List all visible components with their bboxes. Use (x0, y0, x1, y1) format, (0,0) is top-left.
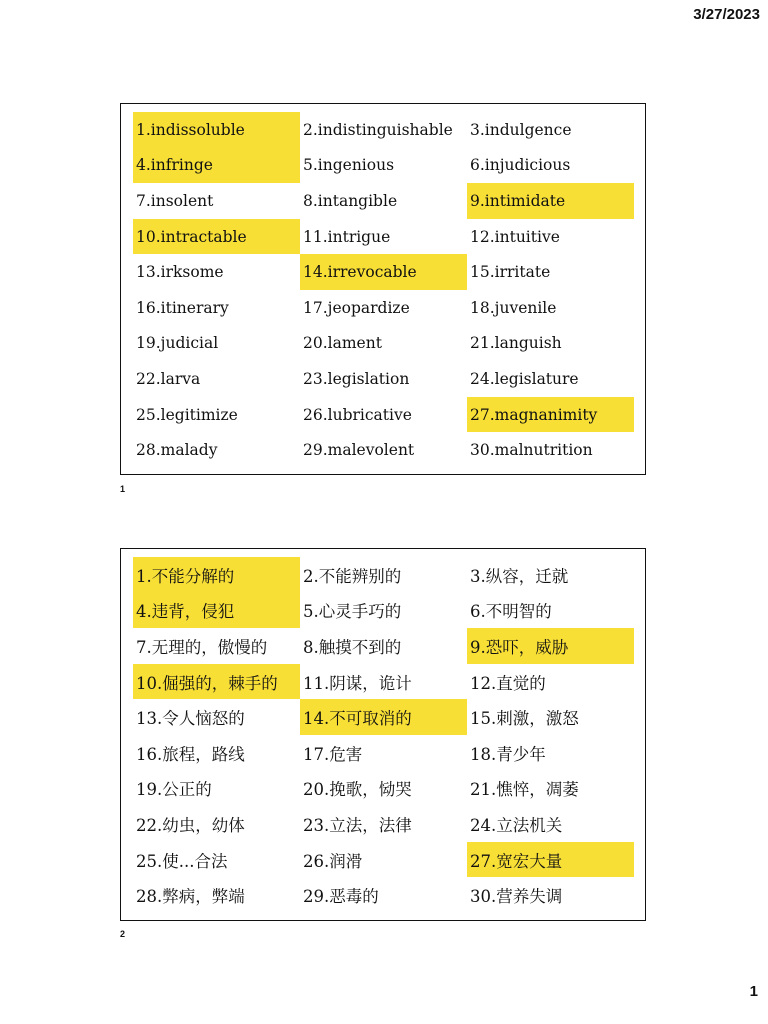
vocab-cell: 23.立法，法律 (303, 815, 412, 835)
vocab-cell: 21.憔悴，凋萎 (470, 780, 579, 800)
vocab-cell-highlighted: 27.magnanimity (467, 397, 634, 433)
vocab-cell: 23.legislation (303, 369, 410, 388)
vocab-cell: 19.公正的 (136, 780, 212, 800)
vocab-cell: 20.挽歌，恸哭 (303, 780, 412, 800)
vocab-cell-highlighted: 10.intractable (133, 219, 300, 255)
vocab-cell: 12.直觉的 (470, 673, 546, 693)
vocab-cell-highlighted: 9.恐吓，威胁 (467, 628, 634, 664)
vocab-cell: 21.languish (470, 334, 562, 353)
vocab-cell: 15.刺激，激怒 (470, 709, 579, 729)
slide-number: 2 (120, 929, 126, 939)
vocab-cell: 6.injudicious (470, 156, 571, 175)
vocab-cell: 22.larva (136, 369, 201, 388)
vocab-cell: 12.intuitive (470, 227, 560, 246)
vocab-cell: 24.legislature (470, 369, 579, 388)
vocab-cell: 22.幼虫，幼体 (136, 815, 245, 835)
vocab-cell-highlighted: 14.irrevocable (300, 254, 467, 290)
vocab-cell: 13.令人恼怒的 (136, 709, 245, 729)
vocab-cell: 2.不能辨别的 (303, 566, 402, 586)
vocab-cell: 29.malevolent (303, 441, 415, 460)
vocab-cell-highlighted: 1.indissoluble (133, 112, 300, 148)
vocab-cell: 18.青少年 (470, 744, 546, 764)
vocab-cell: 13.irksome (136, 263, 224, 282)
page-number: 1 (749, 983, 758, 1000)
vocab-cell: 17.jeopardize (303, 298, 410, 317)
vocab-cell: 16.旅程，路线 (136, 744, 245, 764)
vocab-cell-highlighted: 4.infringe (133, 148, 300, 184)
vocab-cell: 5.ingenious (303, 156, 395, 175)
vocab-cell: 8.触摸不到的 (303, 637, 402, 657)
vocab-cell: 6.不明智的 (470, 602, 552, 622)
vocab-cell-highlighted: 10.倔强的，棘手的 (133, 664, 300, 700)
vocab-cell: 25.legitimize (136, 405, 238, 424)
vocab-cell: 25.使...合法 (136, 851, 228, 871)
vocab-cell: 5.心灵手巧的 (303, 602, 402, 622)
vocab-cell: 3.纵容，迁就 (470, 566, 569, 586)
vocab-cell: 11.阴谋，诡计 (303, 673, 412, 693)
vocab-cell: 18.juvenile (470, 298, 557, 317)
vocab-cell-highlighted: 14.不可取消的 (300, 699, 467, 735)
vocab-cell: 29.恶毒的 (303, 887, 379, 907)
vocab-cell: 20.lament (303, 334, 382, 353)
vocab-cell: 2.indistinguishable (303, 120, 453, 139)
vocab-cell: 15.irritate (470, 263, 551, 282)
vocab-cell: 8.intangible (303, 191, 398, 210)
vocab-cell: 26.润滑 (303, 851, 363, 871)
vocab-cell: 30.malnutrition (470, 441, 593, 460)
vocab-cell: 7.insolent (136, 191, 214, 210)
vocab-cell: 26.lubricative (303, 405, 412, 424)
slide-number: 1 (120, 484, 126, 494)
vocab-cell: 11.intrigue (303, 227, 391, 246)
vocab-cell: 19.judicial (136, 334, 219, 353)
vocab-cell: 28.malady (136, 441, 218, 460)
vocab-cell-highlighted: 9.intimidate (467, 183, 634, 219)
vocab-cell-highlighted: 27.宽宏大量 (467, 842, 634, 878)
vocab-cell: 28.弊病，弊端 (136, 887, 245, 907)
slide-english-vocabulary (120, 103, 646, 475)
vocab-cell: 24.立法机关 (470, 815, 563, 835)
vocab-cell: 17.危害 (303, 744, 363, 764)
vocab-cell: 30.营养失调 (470, 887, 563, 907)
vocab-cell: 3.indulgence (470, 120, 572, 139)
vocab-cell: 16.itinerary (136, 298, 229, 317)
vocabulary-grid-chinese (133, 557, 634, 913)
vocab-cell-highlighted: 4.违背，侵犯 (133, 593, 300, 629)
slide-chinese-meanings (120, 548, 646, 921)
vocab-cell-highlighted: 1.不能分解的 (133, 557, 300, 593)
vocabulary-grid-english (133, 112, 634, 468)
print-date: 3/27/2023 (693, 6, 760, 23)
vocab-cell: 7.无理的，傲慢的 (136, 637, 268, 657)
